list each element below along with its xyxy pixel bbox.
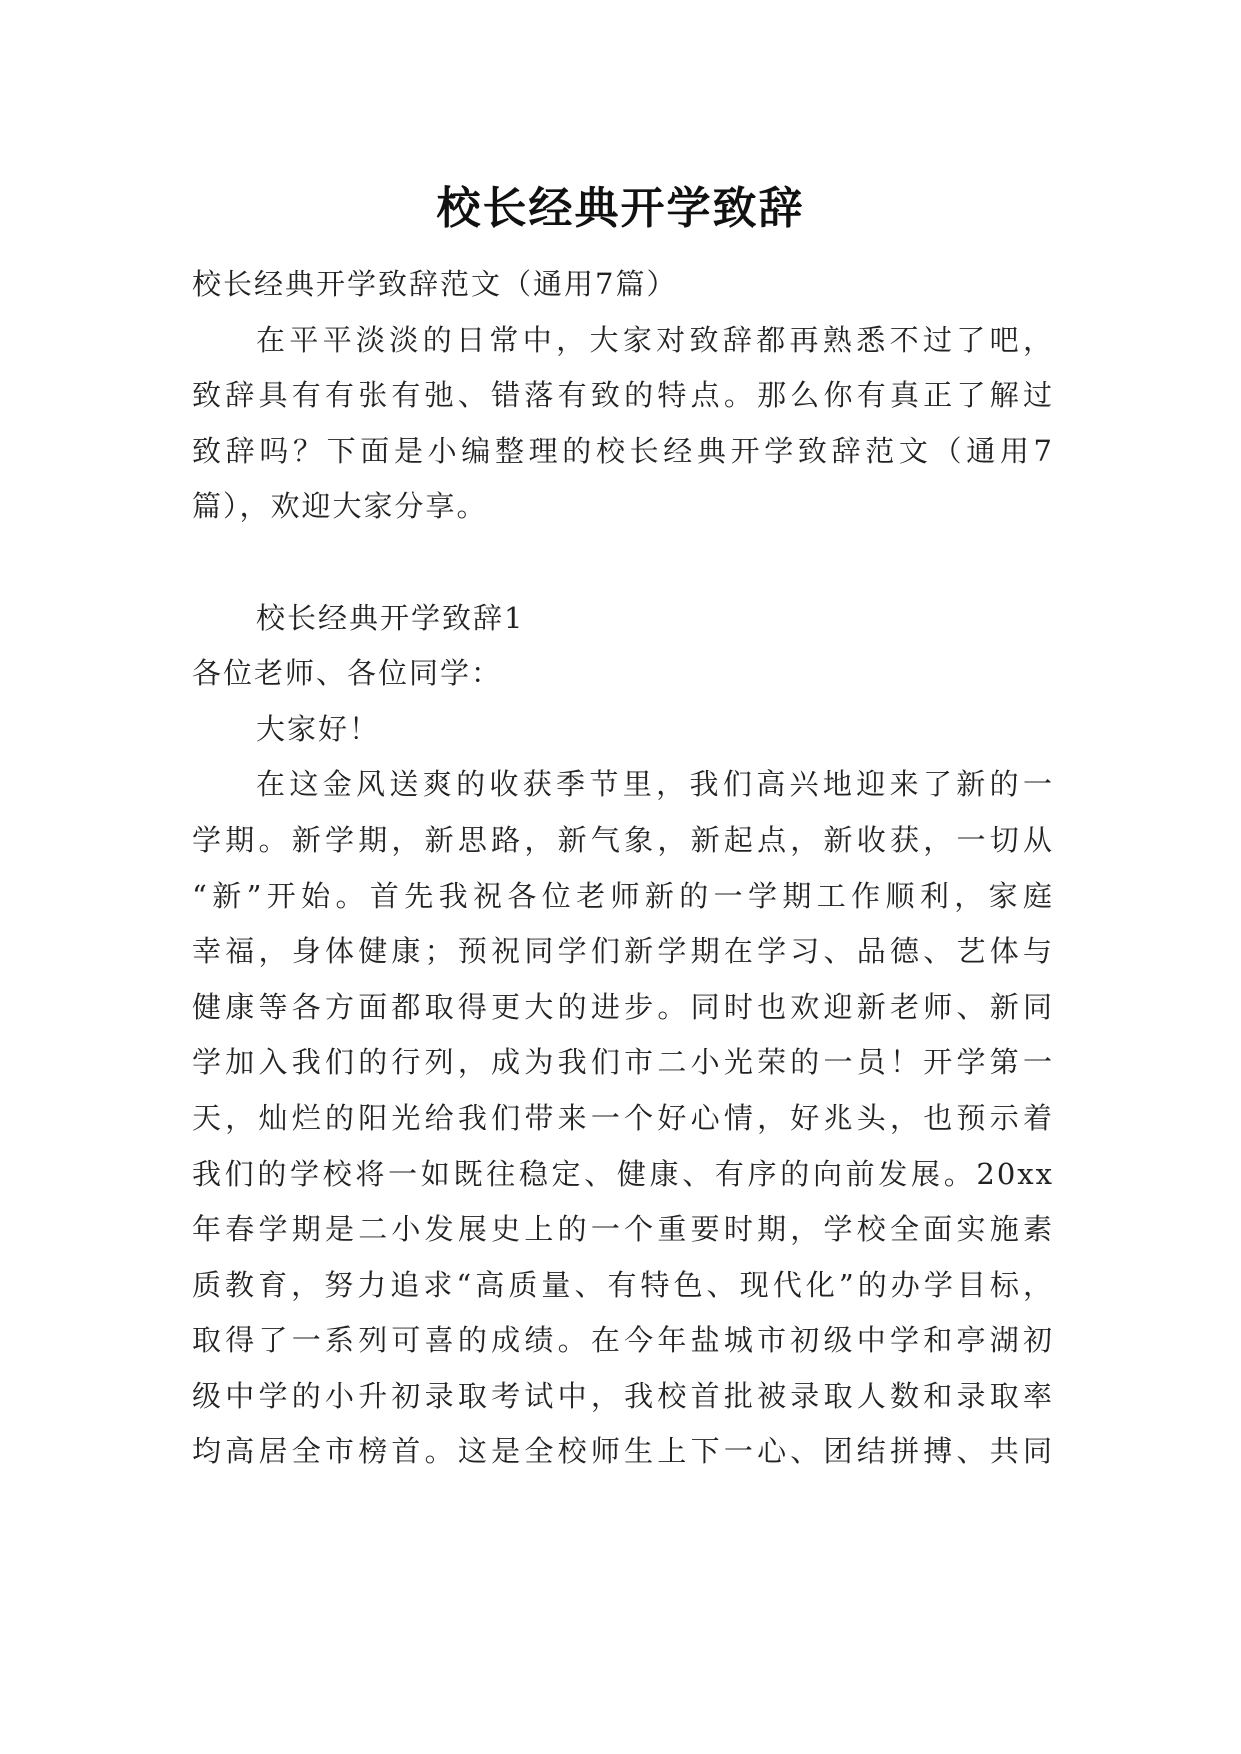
speech-line: 在这金风送爽的收获季节里，我们高兴地迎来了新的一	[256, 767, 1054, 802]
intro-line: 篇），欢迎大家分享。	[192, 489, 488, 524]
speech-line: 天，灿烂的阳光给我们带来一个好心情，好兆头，也预示着	[192, 1100, 1054, 1135]
document-title: 校长经典开学致辞	[436, 183, 805, 235]
speech-line: 年春学期是二小发展史上的一个重要时期，学校全面实施素	[192, 1212, 1054, 1247]
speech-line: 学期。新学期，新思路，新气象，新起点，新收获，一切从	[192, 822, 1054, 857]
speech-paragraph	[192, 757, 1054, 1480]
speech-line: 质教育，努力追求“高质量、有特色、现代化”的办学目标，	[192, 1267, 1054, 1302]
salutation: 各位老师、各位同学：	[192, 656, 503, 691]
speech-line: 级中学的小升初录取考试中，我校首批被录取人数和录取率	[192, 1378, 1054, 1413]
section-heading: 校长经典开学致辞1	[256, 600, 525, 635]
intro-paragraph	[192, 313, 1054, 535]
speech-line: 取得了一系列可喜的成绩。在今年盐城市初级中学和亭湖初	[192, 1323, 1054, 1358]
document-subtitle: 校长经典开学致辞范文（通用7篇）	[192, 267, 678, 301]
paragraph-gap	[192, 535, 1054, 591]
speech-line: 我们的学校将一如既往稳定、健康、有序的向前发展。20xx	[192, 1156, 1054, 1191]
speech-line: “新”开始。首先我祝各位老师新的一学期工作顺利，家庭	[192, 878, 1054, 913]
intro-line: 致辞具有有张有弛、错落有致的特点。那么你有真正了解过	[192, 378, 1054, 413]
speech-line: 幸福，身体健康；预祝同学们新学期在学习、品德、艺体与	[192, 934, 1054, 969]
speech-line: 学加入我们的行列，成为我们市二小光荣的一员！开学第一	[192, 1045, 1054, 1080]
intro-line: 在平平淡淡的日常中，大家对致辞都再熟悉不过了吧，	[256, 322, 1054, 357]
document-body	[192, 257, 1054, 1480]
greeting: 大家好！	[256, 711, 381, 746]
intro-line: 致辞吗？下面是小编整理的校长经典开学致辞范文（通用7	[192, 433, 1054, 468]
speech-line: 健康等各方面都取得更大的进步。同时也欢迎新老师、新同	[192, 989, 1054, 1024]
speech-line: 均高居全市榜首。这是全校师生上下一心、团结拼搏、共同	[192, 1434, 1054, 1469]
